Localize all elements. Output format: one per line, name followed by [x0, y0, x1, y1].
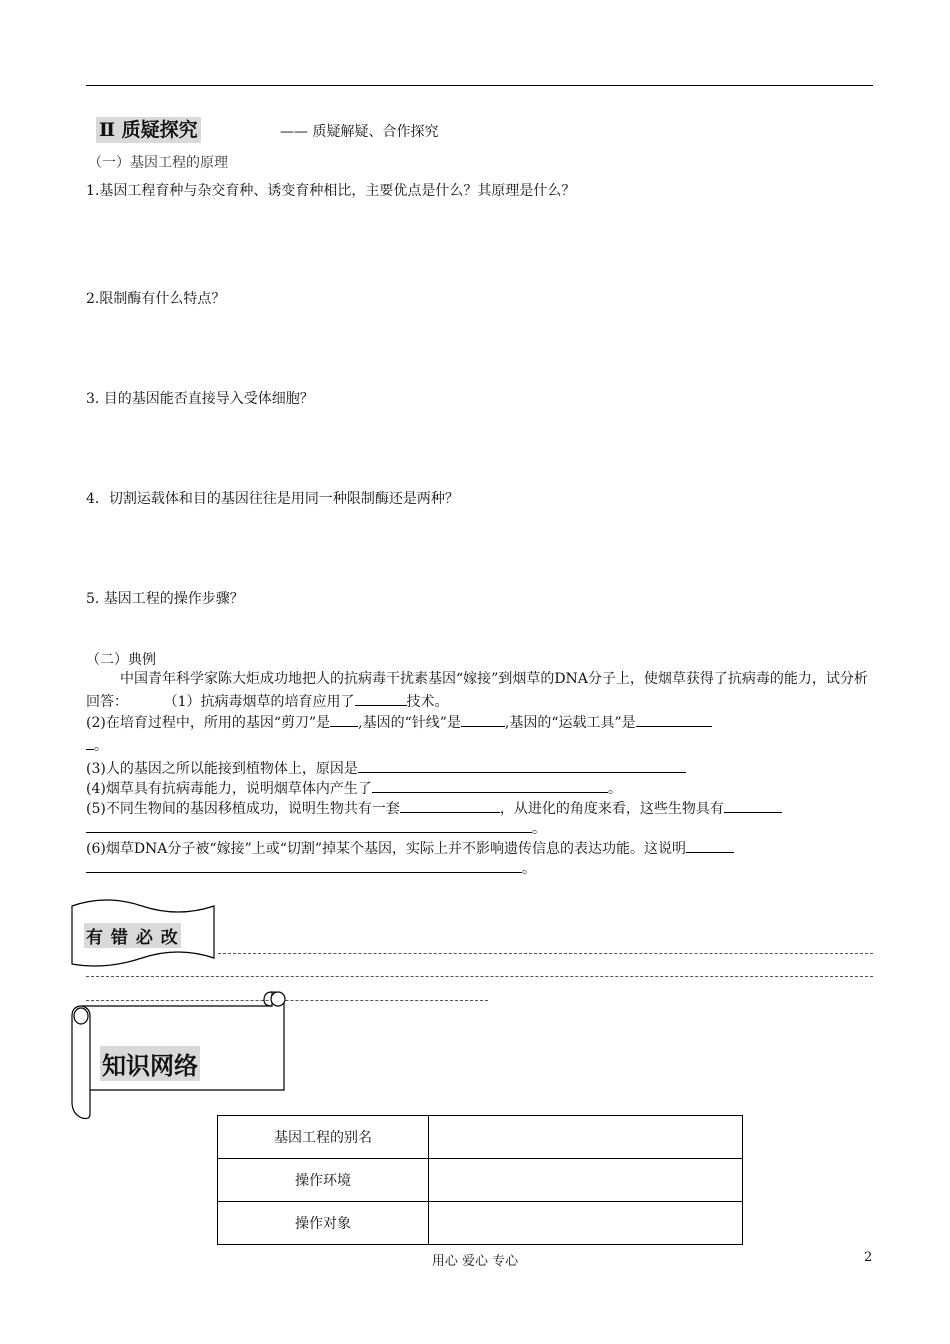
table-row: [218, 1202, 743, 1245]
cutoff-subheading: （一）基因工程的原理: [88, 155, 228, 171]
table-cell-label: 操作对象: [218, 1202, 429, 1245]
example-q5: [86, 797, 782, 819]
example-q5-period: 。: [532, 821, 546, 837]
answer-blank-q4[interactable]: [372, 777, 608, 793]
example-q6: [86, 837, 734, 859]
example-heading: （二）典例: [86, 652, 156, 668]
question-2: 2.限制酶有什么特点？: [86, 291, 226, 307]
answer-blank-q2-cont[interactable]: [86, 734, 94, 750]
answer-blank-q5-cont[interactable]: [86, 817, 532, 833]
answer-blank-q2-scissors[interactable]: [330, 711, 358, 727]
answer-blank-q5-origin[interactable]: [724, 797, 782, 813]
example-q1-label: （1）抗病毒烟草的培育应用了: [163, 694, 355, 710]
example-q2: [86, 711, 712, 733]
example-q6-period: 。: [522, 861, 536, 877]
table-row: [218, 1159, 743, 1202]
answer-blank-q5-code[interactable]: [400, 797, 500, 813]
table-cell-value[interactable]: [429, 1159, 743, 1202]
table-row: [218, 1116, 743, 1159]
table-cell-value[interactable]: [429, 1202, 743, 1245]
example-q3-label: (3)人的基因之所以能接到植物体上，原因是: [86, 761, 358, 777]
example-q6-label: (6)烟草DNA分子被“嫁接”上或“切割”掉某个基因，实际上并不影响遗传信息的表达功能。这说明: [86, 841, 687, 857]
example-q2-needle: ,基因的“针线”是: [358, 715, 461, 731]
network-banner-title: 知识网络: [100, 1046, 200, 1081]
example-q1-tail: 技术。: [406, 694, 449, 710]
example-intro-text: 中国青年科学家陈大炬成功地把人的抗病毒干扰素基因“嫁接”到烟草的DNA分子上，使烟草获得了抗病毒的能力，试分析回答：: [86, 671, 868, 710]
section-title: Ⅱ 质疑探究: [96, 117, 201, 143]
example-q5-evolution: ，从进化的角度来看，这些生物具有: [499, 801, 724, 817]
header-rule: [86, 85, 873, 86]
answer-blank-q2-vector[interactable]: [636, 711, 712, 727]
answer-blank-q6[interactable]: [686, 837, 734, 853]
example-q4-label: (4)烟草具有抗病毒能力，说明烟草体内产生了: [86, 781, 372, 797]
answer-blank-q2-needle[interactable]: [461, 711, 505, 727]
example-q4-period: 。: [607, 781, 622, 797]
example-q3: [86, 757, 686, 779]
example-q5-cont: [86, 817, 546, 839]
example-q2-vector: ,基因的“运载工具”是: [504, 715, 636, 731]
section-subtitle: —— 质疑解疑、合作探究: [280, 124, 439, 140]
correction-line-1[interactable]: [218, 953, 873, 954]
table-cell-value[interactable]: [429, 1116, 743, 1159]
example-q5-label: (5)不同生物间的基因移植成功，说明生物共有一套: [86, 801, 400, 817]
table-cell-label: 基因工程的别名: [218, 1116, 429, 1159]
correction-banner-title: 有 错 必 改: [84, 923, 181, 948]
correction-line-2[interactable]: [86, 976, 873, 977]
table-cell-label: 操作环境: [218, 1159, 429, 1202]
example-q2-period: 。: [94, 738, 108, 754]
example-q6-cont: [86, 857, 536, 879]
question-4: 4．切割运载体和目的基因往往是用同一种限制酶还是两种？: [86, 491, 459, 507]
footer-motto: 用心 爱心 专心: [431, 1254, 519, 1269]
example-q2-label: (2)在培育过程中，所用的基因“剪刀”是: [86, 715, 331, 731]
question-3: 3. 目的基因能否直接导入受体细胞？: [86, 391, 314, 407]
example-q2-end: [86, 734, 108, 756]
page-number: 2: [864, 1250, 873, 1265]
answer-blank-q1[interactable]: [355, 690, 407, 706]
question-1: 1.基因工程育种与杂交育种、诱变育种相比，主要优点是什么？其原理是什么？: [86, 183, 576, 199]
knowledge-table: [217, 1115, 743, 1245]
answer-blank-q3[interactable]: [358, 757, 686, 773]
example-intro: [86, 669, 874, 713]
example-q4: [86, 777, 622, 799]
answer-blank-q6-cont[interactable]: [86, 857, 522, 873]
question-5: 5. 基因工程的操作步骤？: [86, 591, 244, 607]
